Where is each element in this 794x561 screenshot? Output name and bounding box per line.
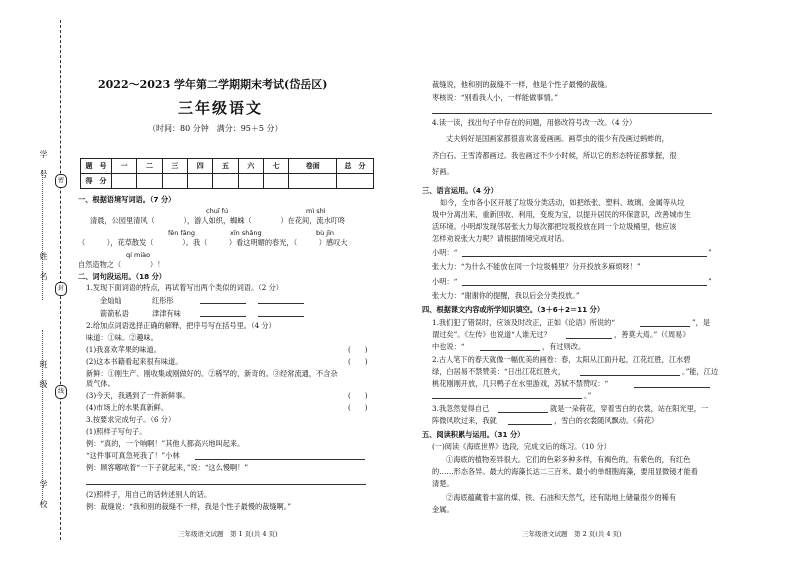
section-4-title: 四、根据课文内容或所学知识填空。（3＋6＋2＝11 分） xyxy=(422,305,605,314)
seal-mark: 密 xyxy=(55,174,67,188)
score-header-cell: 卷面 xyxy=(289,159,337,174)
passage-line: ①海底的植物差异很大。它们的色彩多种多样，有褐色的，有紫色的，有红色 xyxy=(446,455,691,464)
question-text: 4.读一读，找出句子中存在的问题，用修改符号改一改。（4 分） xyxy=(432,118,637,127)
time-score: （时间：80 分钟 满分：95＋5 分） xyxy=(148,124,283,133)
passage-line: 金属。 xyxy=(432,505,454,514)
score-cell[interactable] xyxy=(188,174,213,189)
passage-line: 好画。 xyxy=(432,167,454,176)
score-header-cell: 一 xyxy=(112,159,137,174)
answer-blank[interactable] xyxy=(195,459,365,460)
answer-blank[interactable] xyxy=(200,303,246,304)
question-text: 2.给加点词语选择正确的解释，把序号写在括号里。（4 分） xyxy=(86,321,276,330)
answer-blank[interactable] xyxy=(258,316,304,317)
answer-paren[interactable]: ( ) xyxy=(348,392,368,400)
answer-blank[interactable] xyxy=(480,350,540,351)
dialogue-line: 张大力：“谢谢你的提醒，我以后会分类投放。” xyxy=(432,291,580,300)
question-text: (3)今天，我遇到了一件新鲜事。 xyxy=(86,391,190,400)
score-cell[interactable] xyxy=(162,174,187,189)
score-header-cell: 三 xyxy=(162,159,187,174)
question-text: (2)这本书籍看起来很有味道。 xyxy=(86,357,183,366)
question-text: 阵微风吹过来，我就 xyxy=(432,416,497,425)
passage-line: 怎样劝说张大力呢？请根据情境完成对话。 xyxy=(432,234,569,243)
passage-line: 清楚。 xyxy=(432,479,454,488)
word-example: 津津有味 xyxy=(152,309,181,318)
pinyin-hint: chuī fú xyxy=(206,207,229,215)
name-label: 姓 名 xyxy=(39,252,48,282)
score-header-cell: 二 xyxy=(137,159,162,174)
question-text: 3.我忽然觉得自己 xyxy=(432,404,490,413)
word-example: 箭箭私语 xyxy=(100,309,129,318)
dialogue-line: 张大力：“为什么不能放在同一个垃圾桶里？分开投放多麻烦呀！” xyxy=(432,262,641,271)
score-header-cell: 四 xyxy=(188,159,213,174)
score-cell[interactable] xyxy=(137,174,162,189)
section-1-line: 自然造物之（ ）！ xyxy=(78,260,165,269)
answer-line[interactable] xyxy=(86,484,366,485)
answer-paren[interactable]: ( ) xyxy=(348,404,368,412)
pinyin-hint: xīn shǎng xyxy=(230,229,262,237)
question-text: (1)照样子写句子。 xyxy=(86,427,147,436)
score-cell[interactable] xyxy=(264,174,289,189)
answer-blank[interactable] xyxy=(462,256,707,257)
passage-line: 丈夫妈好是国画家都很喜欢喜爱画画。画草虫的很少有没画过蚂蚱的， xyxy=(446,134,669,143)
answer-blank[interactable] xyxy=(258,303,304,304)
question-text: 1.我们犯了错误时，应该及时改正，正如《论语》所说的“ xyxy=(432,318,616,327)
section-1-title: 一、根据语境写词语。（7 分） xyxy=(78,195,176,204)
class-label: 班 级 xyxy=(39,360,48,390)
answer-blank[interactable] xyxy=(498,412,548,413)
question-text: 谓过矣”。《左传》也说道“人谁无过？ xyxy=(432,330,551,339)
question-text: 质气体。 xyxy=(86,379,115,388)
binding-line xyxy=(60,20,61,540)
question-text: 1.发现下面词语的特点，再试着写出两个类似的词语。（2 分） xyxy=(86,283,283,292)
answer-blank[interactable] xyxy=(566,338,612,339)
question-text: 就是一朵荷花，穿着雪白的衣裳，站在阳光里，一 xyxy=(550,404,709,413)
score-cell[interactable] xyxy=(337,174,374,189)
word-example: 金灿灿 xyxy=(100,296,122,305)
pinyin-hint: mì shì xyxy=(306,207,326,215)
answer-blank[interactable] xyxy=(580,375,680,376)
question-text: 。” xyxy=(584,391,592,400)
score-row-label: 得 分 xyxy=(81,174,112,189)
question-text: (2)照样子，用自己的话转述别人的话。 xyxy=(86,490,212,499)
score-cell[interactable] xyxy=(289,174,337,189)
answer-blank[interactable] xyxy=(640,326,690,327)
seal-mark: 线 xyxy=(55,385,67,399)
score-cell[interactable] xyxy=(213,174,238,189)
word-example: 红彤彤 xyxy=(152,296,174,305)
answer-blank[interactable] xyxy=(462,285,707,286)
pinyin-hint: qí miào xyxy=(126,251,151,259)
section-1-line: 清晨，公园里清风（ ），游人如织，蜘蛛（ ）在花间，流水叮咚 xyxy=(90,216,346,225)
section-3-title: 三、语言运用。（4 分） xyxy=(422,186,498,195)
passage-line: 如今，全市各小区开展了垃圾分类活动，如把纸张、塑料、玻璃、金属等从垃 xyxy=(440,198,685,207)
dialogue-line: ” xyxy=(708,248,712,257)
question-text: (4)市场上的水果真新鲜。 xyxy=(86,403,169,412)
dialogue-line: 小明：“ xyxy=(432,248,458,257)
question-text: 。”能，江边 xyxy=(682,367,719,376)
dialogue-line: ” xyxy=(708,277,712,286)
passage-line: 的……形态各异。最大的海藻长达二三百米。最小的单细胞海藻，要用显微镜才能看 xyxy=(432,467,698,476)
score-table-header-row xyxy=(81,159,374,174)
question-text: ”，是 xyxy=(692,318,711,327)
score-header-cell: 六 xyxy=(238,159,263,174)
question-text: (1)我喜欢苹果的味道。 xyxy=(86,345,161,354)
answer-blank[interactable] xyxy=(432,398,582,399)
example-sentence: 裁缝说，他和别的裁缝不一样，他是个性子最慢的裁缝。 xyxy=(432,80,612,89)
exam-title: 2022～2023 学年第二学期期末考试(岱岳区) xyxy=(98,78,328,91)
question-text: ，雪白的衣裳随风飘动。《荷花》 xyxy=(554,416,659,425)
answer-paren[interactable]: ( ) xyxy=(348,358,368,366)
example-sentence: 例：顾客嘟哝着“一下子就起来，”说：“这么慢啊！” xyxy=(86,463,249,472)
passage-line: 圾中分离出来，重新回收、利用，变废为宝，以提升居民的环保意识，改善城市生 xyxy=(432,210,691,219)
question-text: ，有过则改。 xyxy=(542,342,586,351)
question-text: (一)阅读《海底世界》选段，完成文后的练习。（10 分） xyxy=(432,442,611,451)
example-sentence: “这件事可真急死我了！”小林 xyxy=(86,451,180,460)
answer-paren[interactable]: ( ) xyxy=(348,346,368,354)
question-text: 绿，白居易不禁赞美：“日出江花红胜火， xyxy=(432,367,566,376)
score-table-row xyxy=(81,174,374,189)
page-footer-left: 三年级语文试题 第 1 页(共 4 页) xyxy=(178,530,278,538)
question-text: ，善莫大焉。”（《周易》 xyxy=(614,330,690,339)
answer-blank[interactable] xyxy=(634,387,710,388)
score-header-cell: 题 号 xyxy=(81,159,112,174)
example-sentence: 例：裁缝说：“我和别的裁缝不一样，我是个性子最慢的裁缝啊。” xyxy=(86,502,292,511)
passage-line: 齐白石。王雪涛都画过。我也画过不少小时候，所以它的形态特征都掌握，很 xyxy=(432,151,677,160)
section-2-title: 二、词句段运用。（18 分） xyxy=(78,272,166,281)
question-text: 2.古人笔下的春天就像一幅优美的画卷：春，太阳从江面升起，江花红胜，江水碧 xyxy=(432,355,691,364)
score-header-cell: 七 xyxy=(264,159,289,174)
passage-line: 活环境。小明却发现邻居张大力每次都把垃圾投放在同一个垃圾桶里，他应该 xyxy=(432,222,677,231)
score-header-cell: 总 分 xyxy=(337,159,374,174)
binding-dotted-guide xyxy=(42,330,43,500)
score-cell[interactable] xyxy=(112,174,137,189)
dialogue-line: 小明：“ xyxy=(432,277,458,286)
section-1-line: （ ），花草散发（ ）。我（ ）看这明媚的春光，（ ）感叹大 xyxy=(78,238,348,247)
answer-blank[interactable] xyxy=(508,424,552,425)
question-text: 味道：①味。②趣味。 xyxy=(86,333,158,342)
pinyin-hint: fēn fāng xyxy=(168,229,195,237)
page-footer-right: 三年级语文试题 第 2 页(共 4 页) xyxy=(522,530,622,538)
answer-line[interactable] xyxy=(432,113,712,114)
seal-mark: 封 xyxy=(55,282,67,296)
section-5-title: 五、阅读积累与运用。（31 分） xyxy=(422,430,525,439)
score-header-cell: 五 xyxy=(213,159,238,174)
question-text: 桃花刚刚开放，几只鸭子在水里游戏，苏轼不禁赞叹：“ xyxy=(432,379,609,388)
question-text: 中也说：“ xyxy=(432,342,465,351)
example-sentence: 例：“真的，一个响啊！”其他人都高兴地叫起来。 xyxy=(86,439,245,448)
passage-line: ②海底蕴藏着丰富的煤、铁、石油和天然气，还有陆地上储量很少的稀有 xyxy=(446,493,677,502)
answer-blank[interactable] xyxy=(200,316,246,317)
student-number-label: 学 号 xyxy=(39,150,48,180)
school-label: 学 校 xyxy=(39,480,48,510)
score-cell[interactable] xyxy=(238,174,263,189)
question-text: 新鲜：①刚生产、刚收集或刚做好的。②稀罕的，新奇的。③经常流通，不含杂 xyxy=(86,369,338,378)
score-table xyxy=(80,158,374,189)
question-text: 3.按要求完成句子。（6 分） xyxy=(86,415,176,424)
subject-title: 三年级语文 xyxy=(178,99,264,117)
pinyin-hint: bù jīn xyxy=(316,229,335,237)
example-sentence: 枣核说：“别看我人小，一样能做事情。” xyxy=(432,93,558,102)
